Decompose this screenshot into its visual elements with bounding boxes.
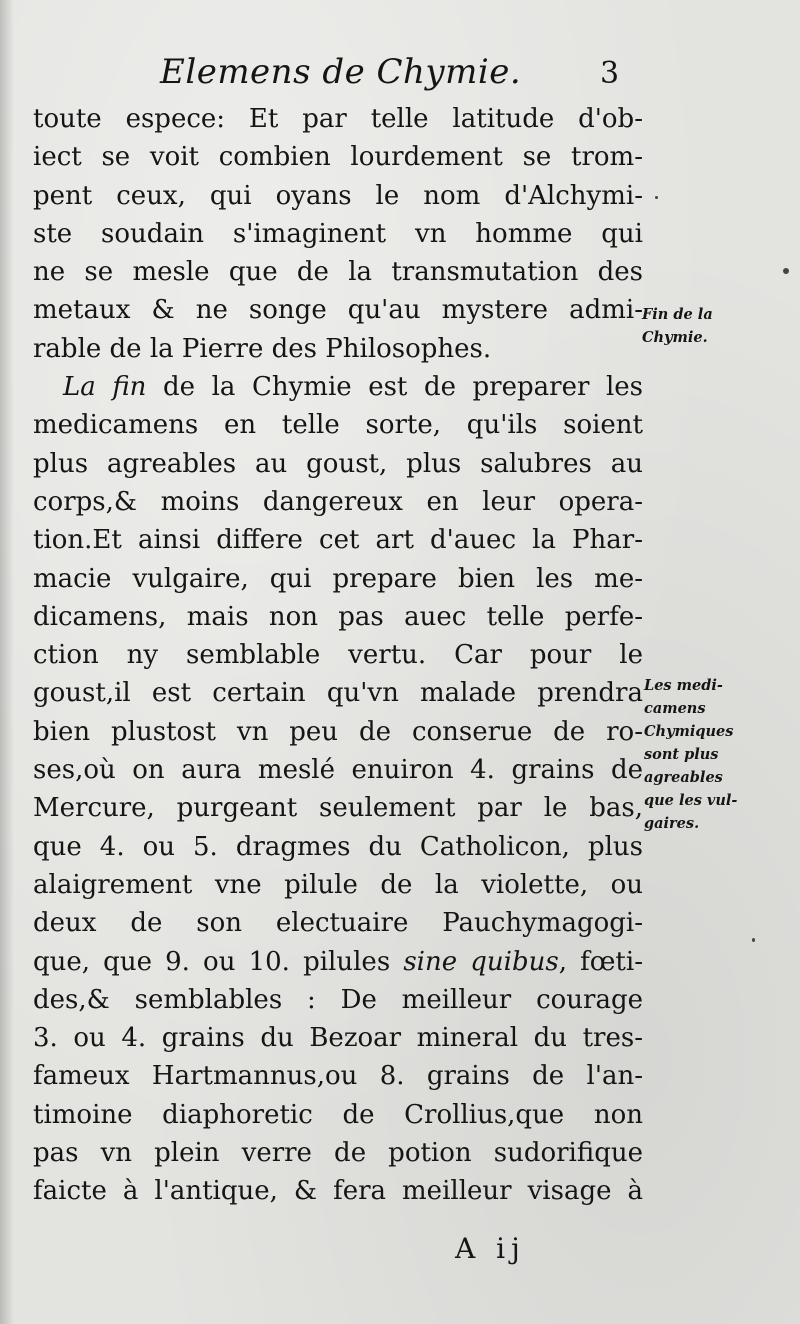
text-line: dicamens, mais non pas auec telle perfe- bbox=[33, 601, 643, 632]
text-line: corps,& moins dangereux en leur opera- bbox=[33, 486, 643, 517]
text-line: deux de son electuaire Pauchymagogi- bbox=[33, 908, 643, 939]
text-line: rable de la Pierre des Philosophes. bbox=[33, 333, 492, 364]
margin-note-medicamens-chymiques bbox=[644, 674, 737, 835]
text-line: pas vn plein verre de potion sudorifique bbox=[33, 1138, 643, 1169]
text-line: plus agreables au goust, plus salubres au bbox=[33, 448, 643, 479]
text-line: medicamens en telle sorte, qu'ils soient bbox=[33, 410, 643, 441]
text-line: La fin de la Chymie est de preparer les bbox=[63, 372, 643, 403]
margin-note-line: sont plus bbox=[644, 746, 719, 763]
text-line: pent ceux, qui oyans le nom d'Alchymi- bbox=[33, 180, 643, 211]
text-line: 3. ou 4. grains du Bezoar mineral du tres- bbox=[33, 1023, 643, 1054]
text-line: des,& semblables : De meilleur courage bbox=[33, 984, 643, 1015]
margin-note-line: agreables bbox=[644, 769, 723, 786]
page-number: 3 bbox=[600, 56, 620, 91]
margin-note-line: Les medi- bbox=[644, 677, 723, 694]
text-line: que 4. ou 5. dragmes du Catholicon, plus bbox=[33, 831, 643, 862]
text-line: Mercure, purgeant seulement par le bas, bbox=[33, 793, 643, 824]
gutter-shadow bbox=[0, 0, 14, 1324]
text-line: goust,il est certain qu'vn malade prendra bbox=[33, 678, 643, 709]
paper-speck bbox=[783, 268, 789, 274]
margin-note-line: camens bbox=[644, 700, 706, 717]
emphasis-text: La fin bbox=[63, 372, 147, 403]
text-line: toute espece: Et par telle latitude d'ob- bbox=[33, 104, 643, 134]
paper-speck bbox=[655, 196, 658, 199]
emphasis-text: sine quibus bbox=[403, 946, 559, 977]
text-line: macie vulgaire, qui prepare bien les me- bbox=[33, 563, 643, 594]
margin-note-line: que les vul- bbox=[644, 792, 738, 809]
text-line: ste soudain s'imaginent vn homme qui bbox=[33, 218, 643, 249]
paper-speck bbox=[752, 938, 755, 942]
signature-mark: A ij bbox=[455, 1232, 526, 1265]
text-line: ction ny semblable vertu. Car pour le bbox=[33, 640, 643, 671]
margin-note-fin-de-la-chymie bbox=[642, 303, 713, 349]
margin-note-line: Chymiques bbox=[644, 723, 734, 740]
text-line: tion.Et ainsi differe cet art d'auec la Phar- bbox=[33, 525, 643, 556]
running-head: Elemens de Chymie. bbox=[160, 52, 522, 92]
margin-note-line: Chymie. bbox=[642, 329, 708, 346]
text-line: bien plustost vn peu de conserue de ro- bbox=[33, 716, 643, 747]
body-text bbox=[33, 100, 643, 1211]
text-line: iect se voit combien lourdement se trom- bbox=[33, 142, 643, 173]
text-line: metaux & ne songe qu'au mystere admi- bbox=[33, 295, 643, 326]
text-line: faicte à l'antique, & fera meilleur visage à bbox=[33, 1176, 643, 1207]
text-line: timoine diaphoretic de Crollius,que non bbox=[33, 1099, 643, 1130]
text-line: que, que 9. ou 10. pilules sine quibus, fœti- bbox=[33, 946, 643, 977]
text-line: ses,où on aura meslé enuiron 4. grains de bbox=[33, 755, 643, 786]
text-line: ne se mesle que de la transmutation des bbox=[33, 257, 643, 288]
text-line: alaigrement vne pilule de la violette, ou bbox=[33, 869, 643, 900]
margin-note-line: gaires. bbox=[644, 815, 700, 832]
text-line: fameux Hartmannus,ou 8. grains de l'an- bbox=[33, 1061, 643, 1092]
margin-note-line: Fin de la bbox=[642, 306, 713, 323]
